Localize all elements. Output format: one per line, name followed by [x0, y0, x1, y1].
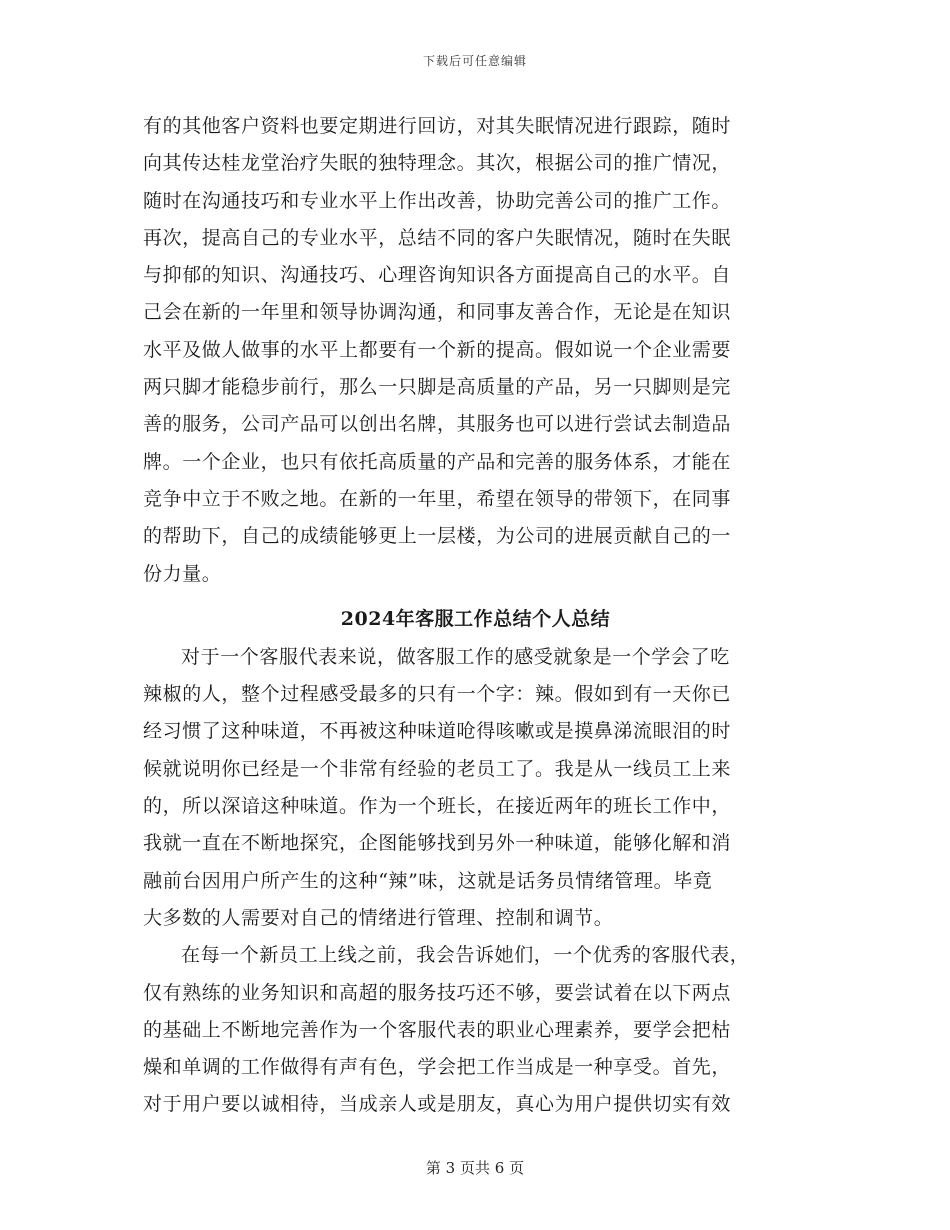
paragraph-intro: [143, 639, 808, 937]
text-line: 融前台因用户所产生的这种“辣”味，这就是话务员情绪管理。毕竟: [143, 869, 713, 892]
text-line: 水平及做人做事的水平上都要有一个新的提高。假如说一个企业需要: [143, 338, 732, 361]
document-body: [143, 108, 808, 1124]
paragraph-continuation: [143, 108, 808, 593]
text-line: 向其传达桂龙堂治疗失眠的独特理念。其次，根据公司的推广情况，: [143, 152, 732, 175]
text-line: 竞争中立于不败之地。在新的一年里，希望在领导的带领下，在同事: [143, 487, 732, 510]
text-line: 我就一直在不断地探究，企图能够找到另外一种味道，能够化解和消: [143, 832, 732, 855]
text-line: 份力量。: [143, 562, 222, 585]
text-line: 再次，提高自己的专业水平，总结不同的客户失眠情况，随时在失眠: [143, 226, 732, 249]
page-footer: 第 3 页共 6 页: [425, 1159, 525, 1177]
text-line: 的基础上不断地完善作为一个客服代表的职业心理素养，要学会把枯: [143, 1018, 732, 1041]
text-line: 对于一个客服代表来说，做客服工作的感受就象是一个学会了吃: [181, 645, 730, 668]
text-line: 在每一个新员工上线之前，我会告诉她们，一个优秀的客服代表，: [181, 944, 750, 967]
text-line: 大多数的人需要对自己的情绪进行管理、控制和调节。: [143, 906, 614, 929]
text-line: 的帮助下，自己的成绩能够更上一层楼，为公司的进展贡献自己的一: [143, 525, 732, 548]
text-line: 经习惯了这种味道，不再被这种味道呛得咳嗽或是摸鼻涕流眼泪的时: [143, 720, 732, 743]
text-line: 己会在新的一年里和领导协调沟通，和同事友善合作，无论是在知识: [143, 301, 732, 324]
text-line: 的，所以深谙这种味道。作为一个班长，在接近两年的班长工作中，: [143, 795, 732, 818]
paragraph-training: [143, 937, 808, 1123]
text-line: 随时在沟通技巧和专业水平上作出改善，协助完善公司的推广工作。: [143, 189, 732, 212]
text-line: 对于用户要以诚相待，当成亲人或是朋友，真心为用户提供切实有效: [143, 1093, 732, 1116]
text-line: 燥和单调的工作做得有声有色，学会把工作当成是一种享受。首先，: [143, 1056, 732, 1079]
text-line: 有的其他客户资料也要定期进行回访，对其失眠情况进行跟踪，随时: [143, 115, 732, 137]
page-header: 下载后可任意编辑: [422, 54, 527, 68]
text-line: 两只脚才能稳步前行，那么一只脚是高质量的产品，另一只脚则是完: [143, 376, 732, 399]
text-line: 与抑郁的知识、沟通技巧、心理咨询知识各方面提高自己的水平。自: [143, 264, 732, 287]
text-line: 牌。一个企业，也只有依托高质量的产品和完善的服务体系，才能在: [143, 450, 732, 473]
text-line: 辣椒的人，整个过程感受最多的只有一个字：辣。假如到有一天你已: [143, 683, 732, 706]
text-line: 善的服务，公司产品可以创出名牌，其服务也可以进行尝试去制造品: [143, 413, 732, 436]
section-title: 2024年客服工作总结个人总结: [340, 607, 611, 630]
text-line: 候就说明你已经是一个非常有经验的老员工了。我是从一线员工上来: [143, 757, 732, 780]
text-line: 仅有熟练的业务知识和高超的服务技巧还不够，要尝试着在以下两点: [143, 981, 732, 1004]
